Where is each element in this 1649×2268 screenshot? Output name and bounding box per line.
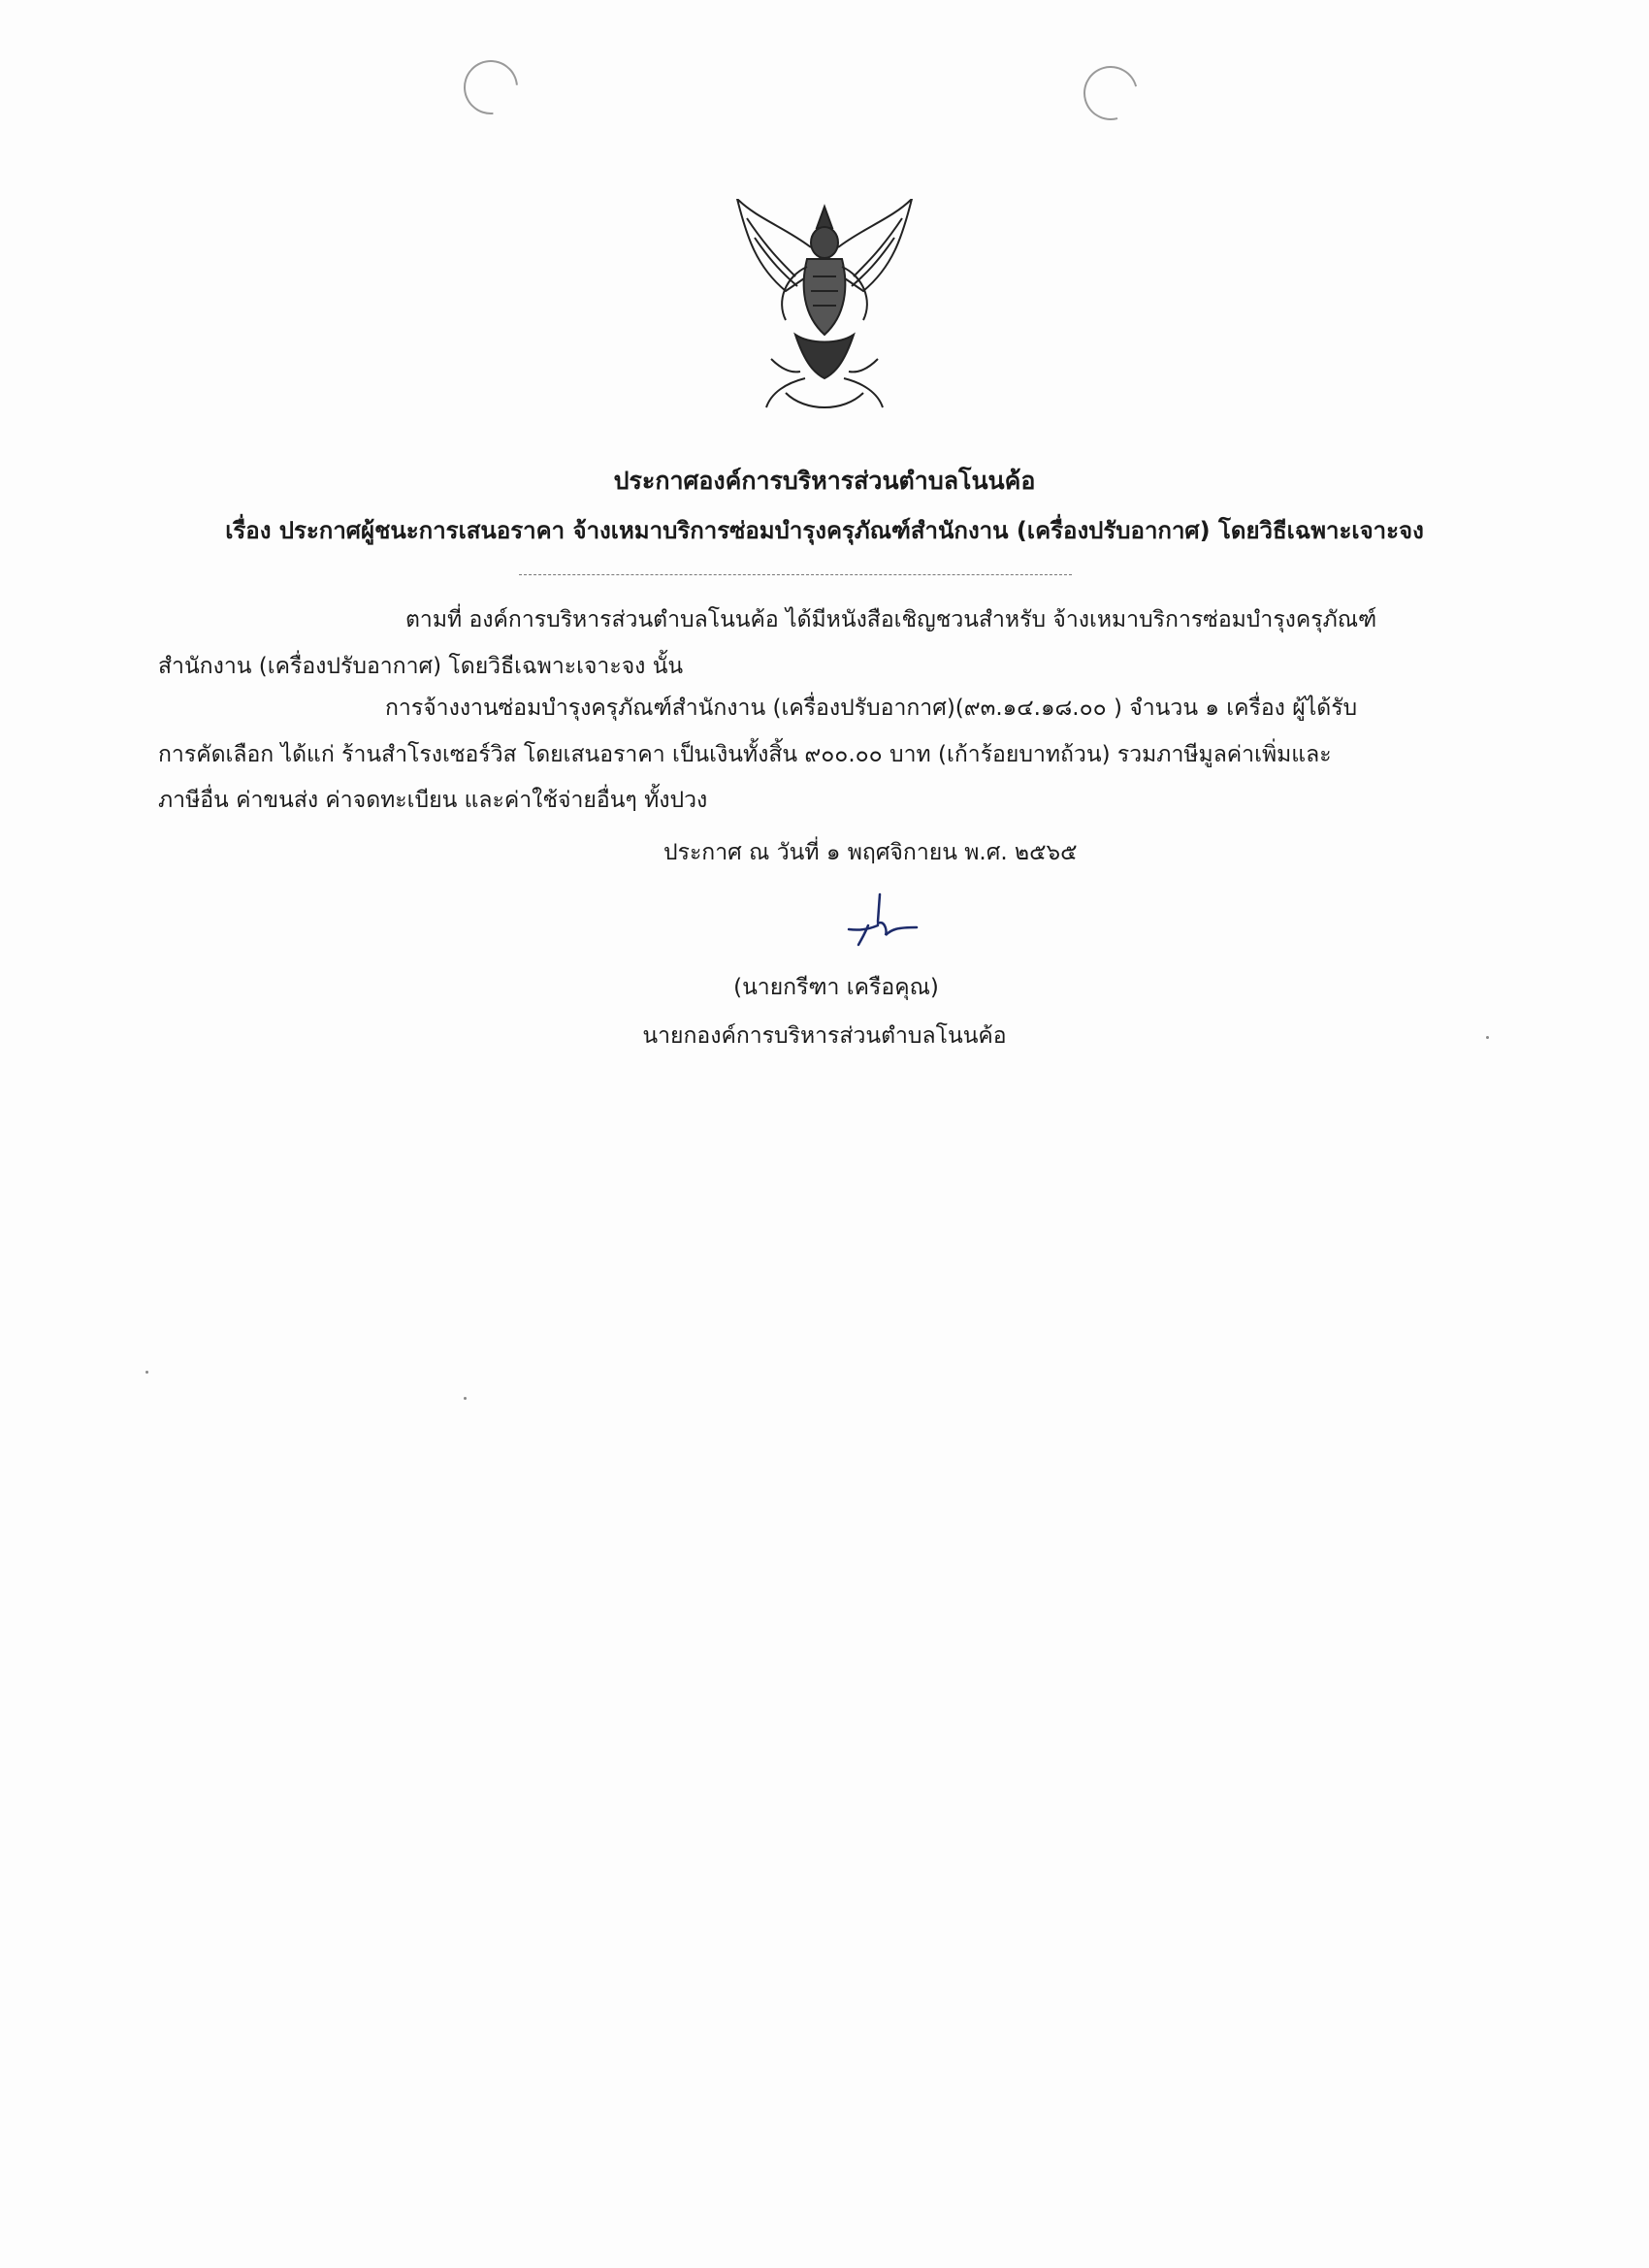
document-subject: เรื่อง ประกาศผู้ชนะการเสนอราคา จ้างเหมาบริการซ่อมบำรุงครุภัณฑ์สำนักงาน (เครื่องปรับอากาศ) โดยวิธีเฉพาะเจาะจง xyxy=(225,517,1424,544)
paragraph-2-line-1: การจ้างงานซ่อมบำรุงครุภัณฑ์สำนักงาน (เครื่องปรับอากาศ)(๙๓.๑๔.๑๘.๐๐ ) จำนวน ๑ เครื่อง ผู้ได้รับ xyxy=(385,696,1358,721)
paper-speck xyxy=(464,1397,467,1400)
separator-line xyxy=(519,574,1072,575)
garuda-emblem-icon xyxy=(728,199,922,417)
paper-speck xyxy=(1486,1036,1489,1039)
paragraph-1-line-1: ตามที่ องค์การบริหารส่วนตำบลโนนค้อ ได้มีหนังสือเชิญชวนสำหรับ จ้างเหมาบริการซ่อมบำรุงครุภัณฑ์ xyxy=(405,607,1377,632)
punch-hole-right xyxy=(1074,56,1148,130)
signer-position: นายกองค์การบริหารส่วนตำบลโนนค้อ xyxy=(642,1023,1007,1049)
paragraph-1-line-2: สำนักงาน (เครื่องปรับอากาศ) โดยวิธีเฉพาะเจาะจง นั้น xyxy=(158,654,684,679)
handwritten-signature-icon xyxy=(829,891,936,958)
signer-name: (นายกรีฑา เครือคุณ) xyxy=(733,975,939,1000)
document-title: ประกาศองค์การบริหารส่วนตำบลโนนค้อ xyxy=(613,467,1036,495)
paragraph-2-line-2: การคัดเลือก ได้แก่ ร้านสำโรงเซอร์วิส โดยเสนอราคา เป็นเงินทั้งสิ้น ๙๐๐.๐๐ บาท (เก้าร้อยบาทถ้วน) รวมภาษีมูลค่าเพิ่มและ xyxy=(158,742,1332,767)
punch-hole-left xyxy=(453,49,530,126)
paper-speck xyxy=(146,1371,148,1374)
announcement-date: ประกาศ ณ วันที่ ๑ พฤศจิกายน พ.ศ. ๒๕๖๕ xyxy=(663,840,1078,865)
paragraph-2-line-3: ภาษีอื่น ค่าขนส่ง ค่าจดทะเบียน และค่าใช้จ่ายอื่นๆ ทั้งปวง xyxy=(158,788,708,813)
